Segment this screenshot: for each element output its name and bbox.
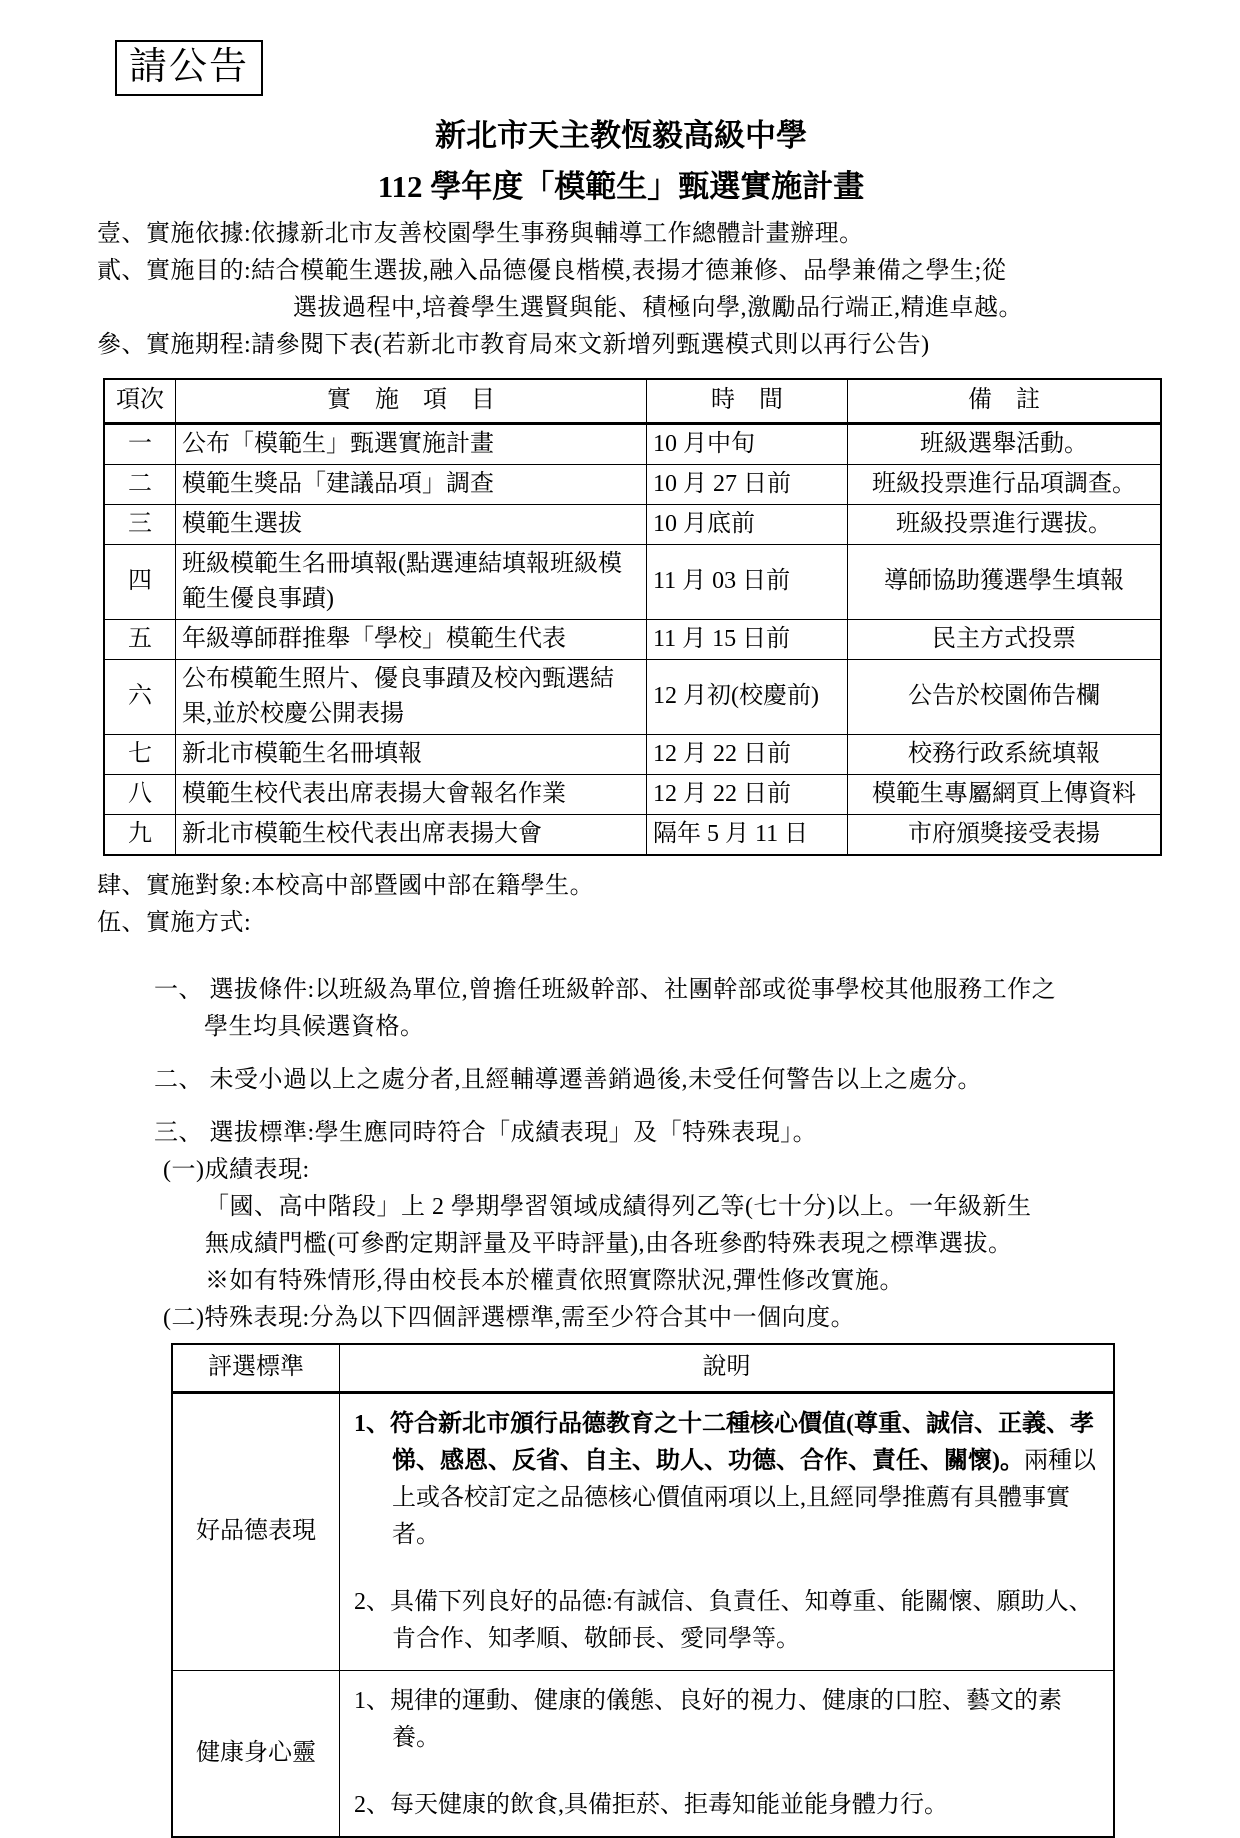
cell-time: 11 月 03 日前 [647,544,848,619]
cell-item: 公布「模範生」甄選實施計畫 [176,423,647,464]
criteria-table [171,1343,1115,1838]
description-item-2: 2、每天健康的飲食,具備拒菸、拒毒知能並能身體力行。 [354,1791,948,1818]
table-row [172,1670,1114,1837]
cell-no: 九 [104,814,176,855]
cell-note: 導師協助獲選學生填報 [848,544,1162,619]
cell-note: 班級選舉活動。 [848,423,1162,464]
criteria-table-body [172,1392,1114,1837]
description-item-2: 2、具備下列良好的品德:有誠信、負責任、知尊重、能關懷、願助人、肯合作、知孝順、敬師長、愛同學等。 [354,1588,1093,1652]
criteria-grade-heading: (一)成績表現: [163,1156,310,1183]
col-header-description: 說明 [340,1344,1115,1393]
cell-no: 八 [104,774,176,814]
header-row [104,379,1161,424]
method-3-line: 三、 選拔標準:學生應同時符合「成績表現」及「特殊表現」。 [154,1119,818,1146]
cell-note: 公告於校園佈告欄 [848,659,1162,734]
cell-time: 11 月 15 日前 [647,619,848,659]
cell-item: 班級模範生名冊填報(點選連結填報班級模範生優良事蹟) [176,544,647,619]
cell-no: 三 [104,504,176,544]
cell-item: 模範生選拔 [176,504,647,544]
intro-schedule-line: 參、實施期程:請參閱下表(若新北市教育局來文新增列甄選模式則以再行公告) [97,331,930,358]
cell-no: 六 [104,659,176,734]
description-item-1-bold: 1、符合新北市頒行品德教育之十二種核心價值(尊重、誠信、正義、孝悌、感恩、反省、自主、助人、功德、合作、責任、關懷)。 [354,1410,1094,1474]
table-row [104,464,1161,504]
col-header-criteria: 評選標準 [172,1344,340,1393]
cell-item: 新北市模範生名冊填報 [176,734,647,774]
cell-time: 12 月初(校慶前) [647,659,848,734]
criteria-grade-note: ※如有特殊情形,得由校長本於權責依照實際狀況,彈性修改實施。 [205,1267,904,1294]
announce-stamp: 請公告 [115,40,263,96]
table-row [104,619,1161,659]
cell-no: 七 [104,734,176,774]
plan-title: 112 學年度「模範生」甄選實施計畫 [377,168,865,204]
criteria-table-header [172,1344,1114,1393]
school-title: 新北市天主教恆毅高級中學 [435,117,807,153]
table-row [172,1392,1114,1670]
intro-purpose-line-1: 貳、實施目的:結合模範生選拔,融入品德優良楷模,表揚才德兼修、品學兼備之學生;從 [97,257,1007,284]
cell-no: 二 [104,464,176,504]
method-1-line-2: 學生均具候選資格。 [204,1013,425,1040]
cell-no: 五 [104,619,176,659]
cell-criteria-description [340,1670,1115,1837]
table-row [104,423,1161,464]
cell-item: 年級導師群推舉「學校」模範生代表 [176,619,647,659]
cell-note: 市府頒獎接受表揚 [848,814,1162,855]
cell-item: 模範生獎品「建議品項」調查 [176,464,647,504]
schedule-table-header [104,379,1161,424]
table-row [104,814,1161,855]
cell-time: 10 月 27 日前 [647,464,848,504]
cell-time: 隔年 5 月 11 日 [647,814,848,855]
cell-no: 四 [104,544,176,619]
cell-criteria-label: 健康身心靈 [172,1670,340,1837]
cell-item: 模範生校代表出席表揚大會報名作業 [176,774,647,814]
cell-item: 新北市模範生校代表出席表揚大會 [176,814,647,855]
cell-time: 12 月 22 日前 [647,774,848,814]
col-header-item: 實 施 項 目 [176,379,647,424]
cell-note: 班級投票進行選拔。 [848,504,1162,544]
criteria-grade-line-1: 「國、高中階段」上 2 學期學習領域成績得列乙等(七十分)以上。一年級新生 [205,1193,1032,1220]
cell-criteria-label: 好品德表現 [172,1392,340,1670]
col-header-note: 備 註 [848,379,1162,424]
col-header-time: 時 間 [647,379,848,424]
cell-item: 公布模範生照片、優良事蹟及校內甄選結果,並於校慶公開表揚 [176,659,647,734]
schedule-table-body [104,423,1161,855]
cell-note: 班級投票進行品項調查。 [848,464,1162,504]
criteria-grade-line-2: 無成績門檻(可參酌定期評量及平時評量),由各班參酌特殊表現之標準選拔。 [205,1230,1013,1257]
method-2-line: 二、 未受小過以上之處分者,且經輔導遷善銷過後,未受任何警告以上之處分。 [154,1066,982,1093]
method-1-line-1: 一、 選拔條件:以班級為單位,曾擔任班級幹部、社團幹部或從事學校其他服務工作之 [154,976,1057,1003]
header-row [172,1344,1114,1393]
intro-purpose-line-2: 選拔過程中,培養學生選賢與能、積極向學,激勵品行端正,精進卓越。 [293,294,1023,321]
col-header-no: 項次 [104,379,176,424]
description-item-1 [354,1406,1099,1554]
cell-criteria-description [340,1392,1115,1670]
cell-time: 12 月 22 日前 [647,734,848,774]
table-row [104,504,1161,544]
table-row [104,659,1161,734]
intro-basis-line: 壹、實施依據:依據新北市友善校園學生事務與輔導工作總體計畫辦理。 [97,220,864,247]
description-item-1: 1、規律的運動、健康的儀態、良好的視力、健康的口腔、藝文的素養。 [354,1687,1062,1751]
cell-note: 模範生專屬網頁上傳資料 [848,774,1162,814]
cell-note: 民主方式投票 [848,619,1162,659]
table-row [104,734,1161,774]
criteria-special-heading: (二)特殊表現:分為以下四個評選標準,需至少符合其中一個向度。 [163,1304,856,1331]
cell-note: 校務行政系統填報 [848,734,1162,774]
cell-time: 10 月中旬 [647,423,848,464]
schedule-table [103,378,1162,856]
cell-no: 一 [104,423,176,464]
description-item-1-normal: 兩種以上或各校訂定之品德核心價值兩項以上,且經同學推薦有具體事實者。 [392,1447,1096,1548]
cell-time: 10 月底前 [647,504,848,544]
table-row [104,544,1161,619]
table-row [104,774,1161,814]
target-line: 肆、實施對象:本校高中部暨國中部在籍學生。 [97,872,595,899]
method-heading: 伍、實施方式: [97,909,252,936]
